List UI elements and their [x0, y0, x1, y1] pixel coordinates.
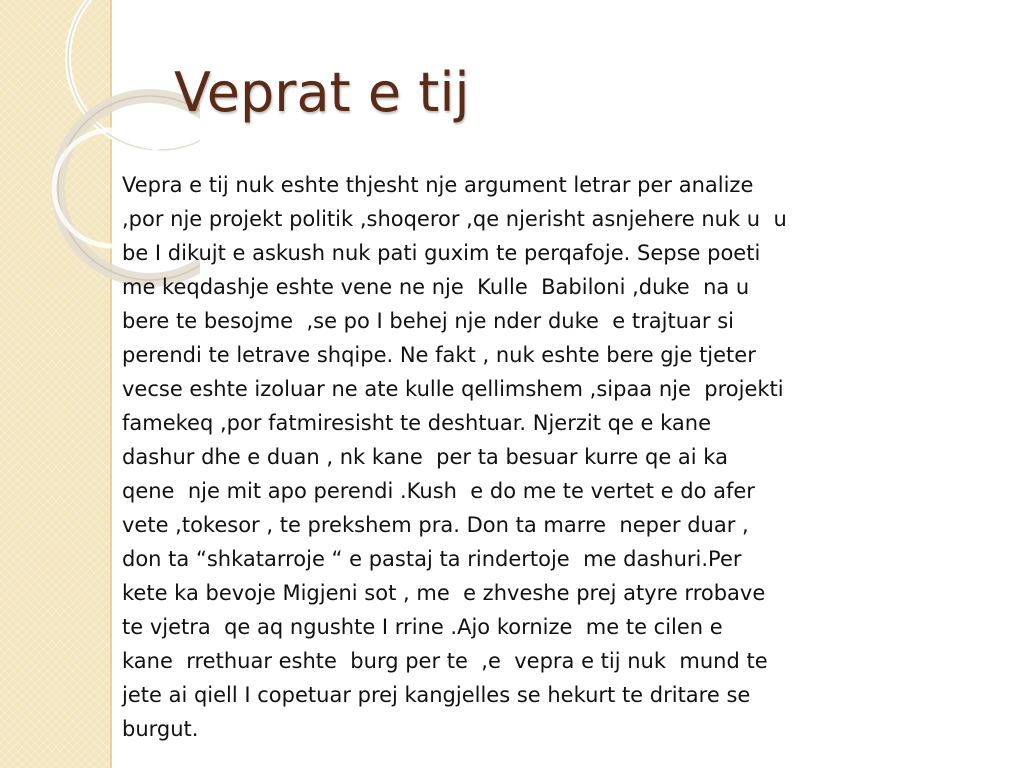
body-text-line: ,por nje projekt politik ,shoqeror ,qe njerisht asnjehere nuk u u	[122, 207, 787, 231]
body-text-line: dashur dhe e duan , nk kane per ta besuar kurre qe ai ka	[122, 445, 728, 469]
body-text-line: Vepra e tij nuk eshte thjesht nje argument letrar per analize	[122, 173, 754, 197]
slide-title: Veprat e tij	[174, 61, 470, 124]
body-text-line: be I dikujt e askush nuk pati guxim te perqafoje. Sepse poeti	[122, 241, 761, 265]
body-text-line: qene nje mit apo perendi .Kush e do me te vertet e do afer	[122, 479, 755, 503]
body-text-line: kete ka bevoje Migjeni sot , me e zhveshe prej atyre rrobave	[122, 581, 766, 605]
slide-body-text	[122, 168, 1002, 746]
body-text-line: perendi te letrave shqipe. Ne fakt , nuk eshte bere gje tjeter	[122, 343, 756, 367]
body-text-line: te vjetra qe aq ngushte I rrine .Ajo kornize me te cilen e	[122, 615, 723, 639]
body-text-line: don ta “shkatarroje “ e pastaj ta rindertoje me dashuri.Per	[122, 547, 742, 571]
body-text-line: kane rrethuar eshte burg per te ,e vepra e tij nuk mund te	[122, 649, 768, 673]
body-text-line: jete ai qiell I copetuar prej kangjelles se hekurt te dritare se	[122, 683, 751, 707]
body-text-line: vecse eshte izoluar ne ate kulle qellimshem ,sipaa nje projekti	[122, 377, 784, 401]
body-text-line: famekeq ,por fatmiresisht te deshtuar. Njerzit qe e kane	[122, 411, 712, 435]
body-text-line: burgut.	[122, 717, 199, 741]
body-text-line: vete ,tokesor , te prekshem pra. Don ta marre neper duar ,	[122, 513, 749, 537]
body-text-line: me keqdashje eshte vene ne nje Kulle Babiloni ,duke na u	[122, 275, 750, 299]
body-text-line: bere te besojme ,se po I behej nje nder duke e trajtuar si	[122, 309, 734, 333]
